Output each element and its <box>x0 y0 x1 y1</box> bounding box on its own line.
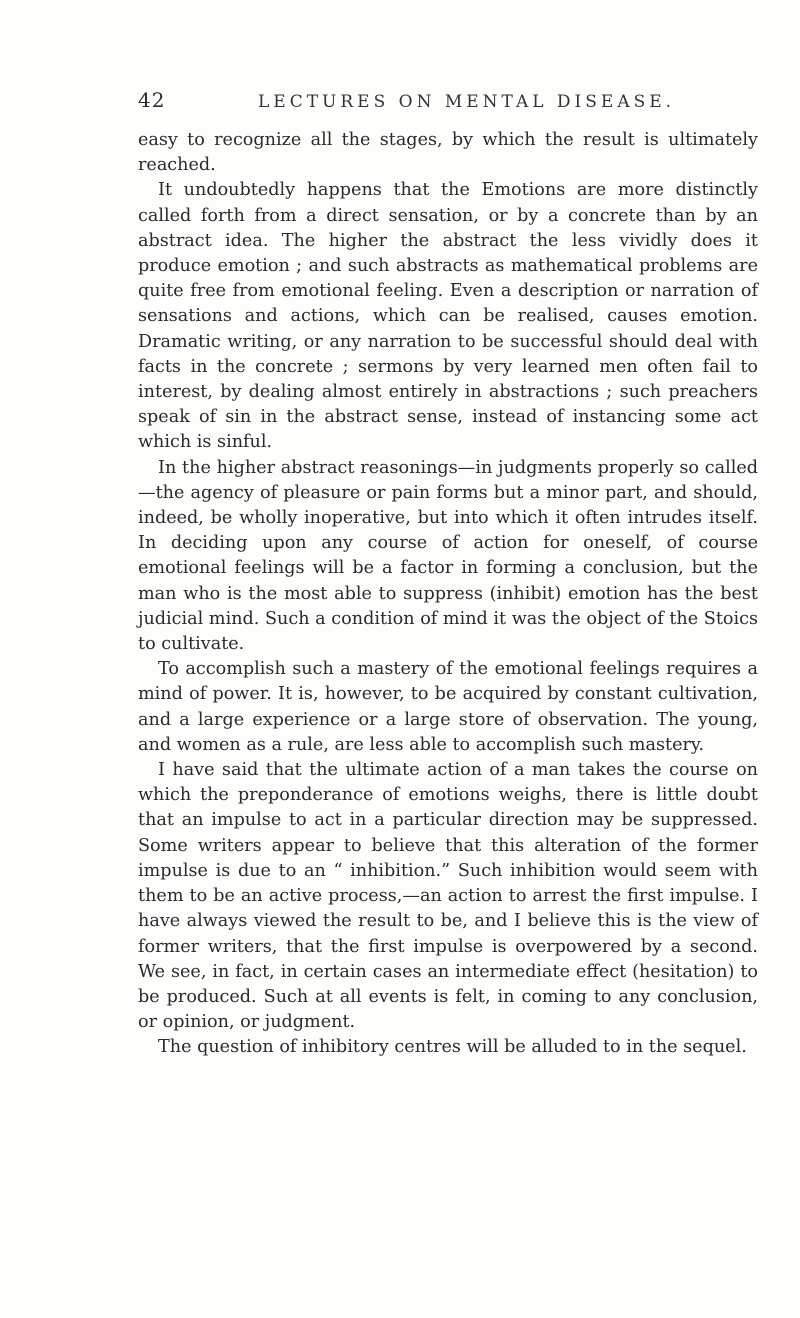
body-text <box>138 128 758 1061</box>
running-head: LECTURES ON MENTAL DISEASE. <box>258 92 676 112</box>
paragraph: I have said that the ultimate action of a man takes the course on which the preponderance of emotions weighs, there is little doubt that an impulse to act in a particular direction may be suppressed. Some writers appear to believe that this alteration of the former impulse is due to an “ inhibition.” Such inhibition would seem with them to be an active process,—an action to arrest the first impulse. I have always viewed the result to be, and I believe this is the view of former writers, that the first impulse is overpowered by a second. We see, in fact, in certain cases an intermediate effect (hesitation) to be produced. Such at all events is felt, in coming to any conclusion, or opinion, or judgment. <box>138 760 758 1033</box>
page-number: 42 <box>138 88 166 112</box>
page-header <box>138 88 758 114</box>
paragraph: To accomplish such a mastery of the emotional feelings requires a mind of power. It is, however, to be acquired by constant cultivation, and a large experience or a large store of observation. The young, and women as a rule, are less able to accomplish such mastery. <box>138 659 758 755</box>
paragraph: The question of inhibitory centres will be alluded to in the sequel. <box>158 1037 747 1058</box>
paragraph-continued: easy to recognize all the stages, by which the result is ultimately reached. <box>138 130 758 176</box>
paragraph: It undoubtedly happens that the Emotions are more distinctly called forth from a direct sensation, or by a concrete than by an abstract idea. The higher the abstract the less vividly does it produce emotion ; and such abstracts as mathematical problems are quite free from emotional feeling. Even a description or narration of sensations and actions, which can be realised, causes emotion. Dramatic writing, or any narration to be successful should deal with facts in the concrete ; sermons by very learned men often fail to interest, by dealing almost entirely in abstractions ; such preachers speak of sin in the abstract sense, instead of instancing some act which is sinful. <box>138 180 758 453</box>
paragraph: In the higher abstract reasonings—in judgments properly so called—the agency of pleasure or pain forms but a minor part, and should, indeed, be wholly inoperative, but into which it often intrudes itself. In deciding upon any course of action for oneself, of course emotional feelings will be a factor in forming a conclusion, but the man who is the most able to suppress (inhibit) emotion has the best judicial mind. Such a condition of mind it was the object of the Stoics to cultivate. <box>138 457 758 655</box>
